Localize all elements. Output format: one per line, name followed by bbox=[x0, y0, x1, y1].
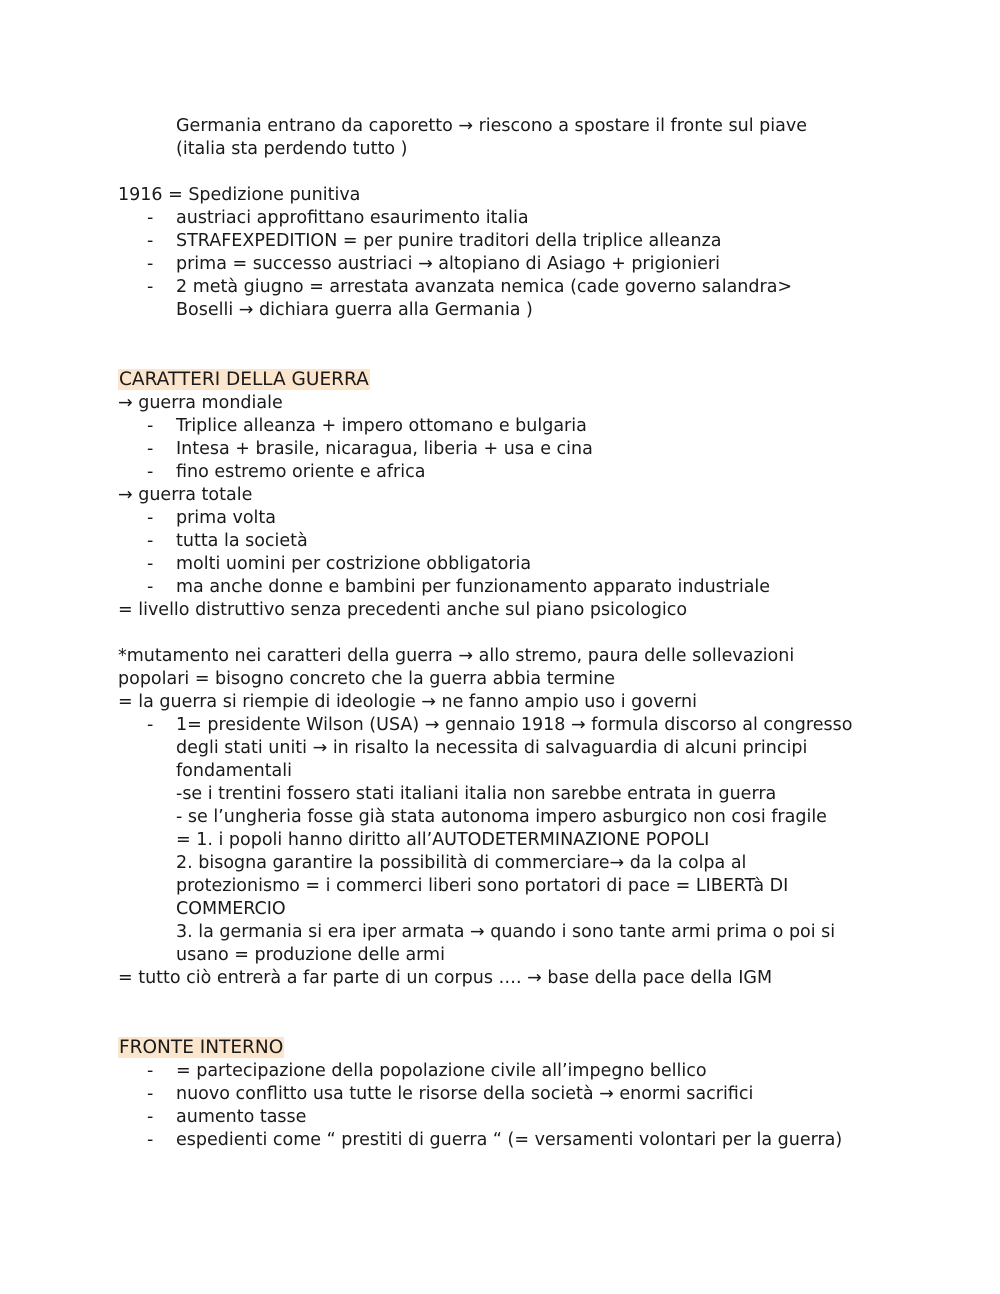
conclusion-line: = tutto ciò entrerà a far parte di un corpus …. → base della pace della IGM bbox=[118, 968, 773, 988]
list-item: - 2 metà giugno = arrestata avanzata nemica (cade governo salandra> bbox=[147, 277, 793, 297]
list-item: - austriaci approfittano esaurimento italia bbox=[147, 208, 529, 228]
list-item: - nuovo conflitto usa tutte le risorse della società → enormi sacrifici bbox=[147, 1084, 754, 1104]
bullet-dash: - bbox=[147, 1130, 154, 1150]
list-item-continuation: degli stati uniti → in risalto la necessita di salvaguardia di alcuni principi bbox=[176, 738, 808, 758]
subsection-title: → guerra totale bbox=[118, 485, 253, 505]
intro-line: (italia sta perdendo tutto ) bbox=[176, 139, 408, 159]
list-item-continuation: - se l’ungheria fosse già stata autonoma impero asburgico non cosi fragile bbox=[176, 807, 827, 827]
paragraph-line: popolari = bisogno concreto che la guerra abbia termine bbox=[118, 669, 615, 689]
list-item: - molti uomini per costrizione obbligatoria bbox=[147, 554, 532, 574]
bullet-dash: - bbox=[147, 462, 154, 482]
list-item: - fino estremo oriente e africa bbox=[147, 462, 426, 482]
bullet-dash: - bbox=[147, 439, 154, 459]
list-item: - tutta la società bbox=[147, 531, 308, 551]
bullet-dash: - bbox=[147, 1084, 154, 1104]
list-item: - prima volta bbox=[147, 508, 277, 528]
bullet-dash: - bbox=[147, 554, 154, 574]
list-item: - STRAFEXPEDITION = per punire traditori della triplice alleanza bbox=[147, 231, 722, 251]
list-item-continuation: protezionismo = i commerci liberi sono portatori di pace = LIBERTà DI bbox=[176, 876, 789, 896]
list-item: - ma anche donne e bambini per funzionamento apparato industriale bbox=[147, 577, 771, 597]
bullet-dash: - bbox=[147, 508, 154, 528]
list-item-continuation: COMMERCIO bbox=[176, 899, 286, 919]
bullet-dash: - bbox=[147, 715, 154, 735]
section-heading-caratteri: CARATTERI DELLA GUERRA bbox=[119, 369, 369, 390]
bullet-dash: - bbox=[147, 231, 154, 251]
subsection-title: → guerra mondiale bbox=[118, 393, 283, 413]
bullet-dash: - bbox=[147, 416, 154, 436]
section-heading-fronte: FRONTE INTERNO bbox=[119, 1037, 284, 1058]
list-item: - aumento tasse bbox=[147, 1107, 307, 1127]
list-item: - Intesa + brasile, nicaragua, liberia + usa e cina bbox=[147, 439, 593, 459]
bullet-dash: - bbox=[147, 1061, 154, 1081]
list-item-continuation: Boselli → dichiara guerra alla Germania ) bbox=[176, 300, 533, 320]
bullet-dash: - bbox=[147, 531, 154, 551]
bullet-dash: - bbox=[147, 254, 154, 274]
list-item: - espedienti come “ prestiti di guerra “ (= versamenti volontari per la guerra) bbox=[147, 1130, 843, 1150]
bullet-dash: - bbox=[147, 277, 154, 297]
paragraph-line: *mutamento nei caratteri della guerra → allo stremo, paura delle sollevazioni bbox=[118, 646, 795, 666]
list-item: - 1= presidente Wilson (USA) → gennaio 1918 → formula discorso al congresso bbox=[147, 715, 853, 735]
list-item-continuation: 3. la germania si era iper armata → quando i sono tante armi prima o poi si bbox=[176, 922, 836, 942]
intro-line: Germania entrano da caporetto → riescono a spostare il fronte sul piave bbox=[176, 116, 807, 136]
list-item-continuation: -se i trentini fossero stati italiani italia non sarebbe entrata in guerra bbox=[176, 784, 777, 804]
bullet-dash: - bbox=[147, 1107, 154, 1127]
list-item-continuation: usano = produzione delle armi bbox=[176, 945, 445, 965]
list-item-continuation: fondamentali bbox=[176, 761, 293, 781]
list-item: - prima = successo austriaci → altopiano di Asiago + prigionieri bbox=[147, 254, 720, 274]
bullet-dash: - bbox=[147, 577, 154, 597]
list-item: - = partecipazione della popolazione civile all’impegno bellico bbox=[147, 1061, 707, 1081]
list-item-continuation: = 1. i popoli hanno diritto all’AUTODETERMINAZIONE POPOLI bbox=[176, 830, 710, 850]
list-item-continuation: 2. bisogna garantire la possibilità di commerciare→ da la colpa al bbox=[176, 853, 747, 873]
section-spedizione-title: 1916 = Spedizione punitiva bbox=[118, 185, 361, 205]
document-page bbox=[118, 115, 918, 1152]
conclusion-line: = livello distruttivo senza precedenti anche sul piano psicologico bbox=[118, 600, 688, 620]
list-item: - Triplice alleanza + impero ottomano e bulgaria bbox=[147, 416, 587, 436]
paragraph-line: = la guerra si riempie di ideologie → ne fanno ampio uso i governi bbox=[118, 692, 697, 712]
bullet-dash: - bbox=[147, 208, 154, 228]
